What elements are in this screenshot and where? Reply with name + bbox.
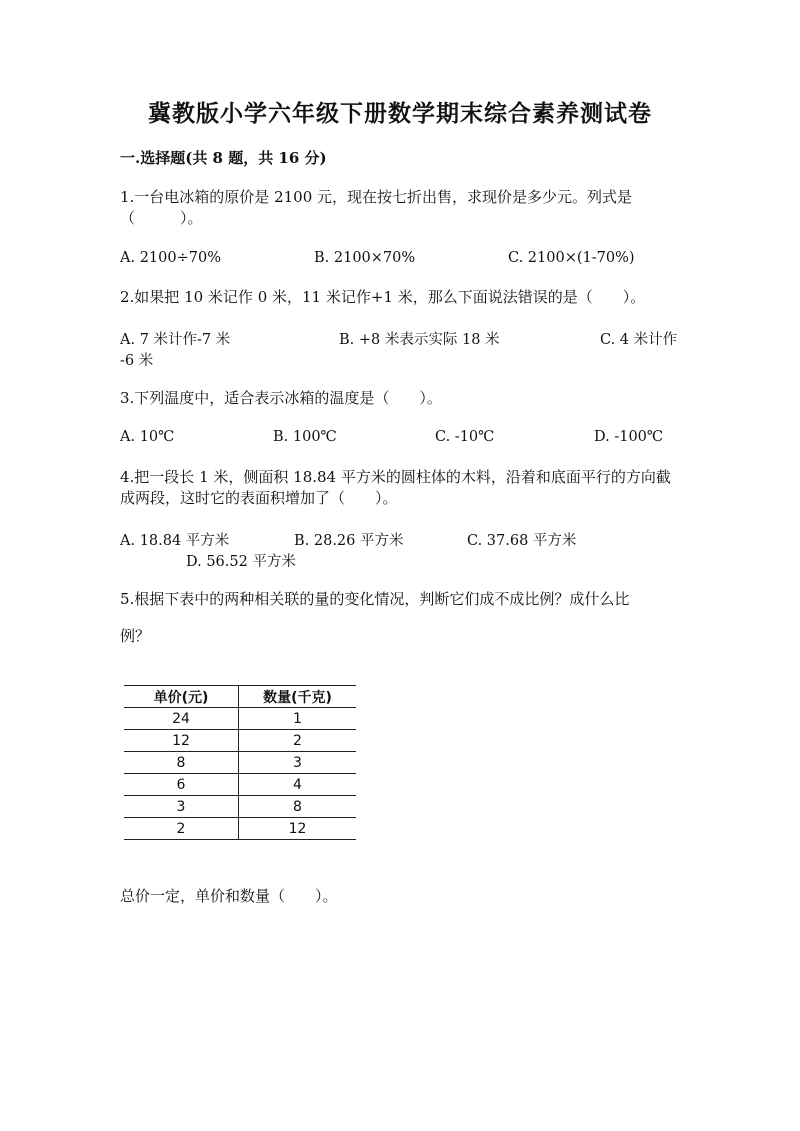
- table-cell: 24: [124, 708, 239, 730]
- price-quantity-table: [124, 685, 356, 840]
- table-row: [124, 708, 356, 730]
- question-3-text: 3.下列温度中，适合表示冰箱的温度是（ ）。: [120, 389, 442, 407]
- question-3-option-a: A. 10℃: [120, 429, 175, 445]
- table-row: [124, 818, 356, 840]
- table-row: [124, 796, 356, 818]
- question-1-option-a: A. 2100÷70%: [120, 250, 221, 266]
- question-2-option-a: A. 7 米计作-7 米: [120, 332, 231, 348]
- table-cell: 12: [124, 730, 239, 752]
- table-cell: 2: [239, 730, 357, 752]
- page-title: 冀教版小学六年级下册数学期末综合素养测试卷: [148, 100, 652, 127]
- table-row: [124, 774, 356, 796]
- question-5-answer-line: 总价一定，单价和数量（ ）。: [120, 887, 338, 905]
- question-4-option-b: B. 28.26 平方米: [294, 533, 404, 549]
- question-2-option-c: C. 4 米计作: [600, 332, 678, 348]
- question-3-option-d: D. -100℃: [594, 429, 664, 445]
- question-2-option-c-cont: -6 米: [120, 353, 154, 369]
- question-1-text: 1.一台电冰箱的原价是 2100 元，现在按七折出售，求现价是多少元。列式是（ ）。: [120, 188, 633, 227]
- table-cell: 1: [239, 708, 357, 730]
- question-2-text: 2.如果把 10 米记作 0 米，11 米记作+1 米，那么下面说法错误的是（ ）。: [120, 288, 646, 306]
- table-cell: 4: [239, 774, 357, 796]
- table-cell: 12: [239, 818, 357, 840]
- table-cell: 3: [124, 796, 239, 818]
- question-3-option-c: C. -10℃: [435, 429, 495, 445]
- question-3-option-b: B. 100℃: [273, 429, 337, 445]
- table-header-unit-price: 单价(元): [124, 686, 239, 708]
- table-row: [124, 730, 356, 752]
- table-cell: 3: [239, 752, 357, 774]
- section-heading: 一.选择题(共 8 题，共 16 分): [120, 149, 327, 167]
- table-cell: 8: [124, 752, 239, 774]
- question-1-option-b: B. 2100×70%: [314, 250, 416, 266]
- question-2-option-b: B. +8 米表示实际 18 米: [339, 332, 500, 348]
- question-4-option-a: A. 18.84 平方米: [120, 533, 230, 549]
- table-header-row: [124, 686, 356, 708]
- question-5-text: 5.根据下表中的两种相关联的量的变化情况，判断它们成不成比例？成什么比: [120, 590, 630, 608]
- question-4-text: 4.把一段长 1 米，侧面积 18.84 平方米的圆柱体的木料，沿着和底面平行的方向截成两段，这时它的表面积增加了（ ）。: [120, 468, 671, 507]
- question-4-option-d: D. 56.52 平方米: [186, 554, 296, 570]
- question-1-option-c: C. 2100×(1-70%): [508, 250, 635, 266]
- question-4-option-c: C. 37.68 平方米: [467, 533, 577, 549]
- table-header-quantity: 数量(千克): [239, 686, 357, 708]
- question-5-text-cont: 例？: [120, 627, 151, 645]
- table-cell: 8: [239, 796, 357, 818]
- table-row: [124, 752, 356, 774]
- table-cell: 2: [124, 818, 239, 840]
- table-cell: 6: [124, 774, 239, 796]
